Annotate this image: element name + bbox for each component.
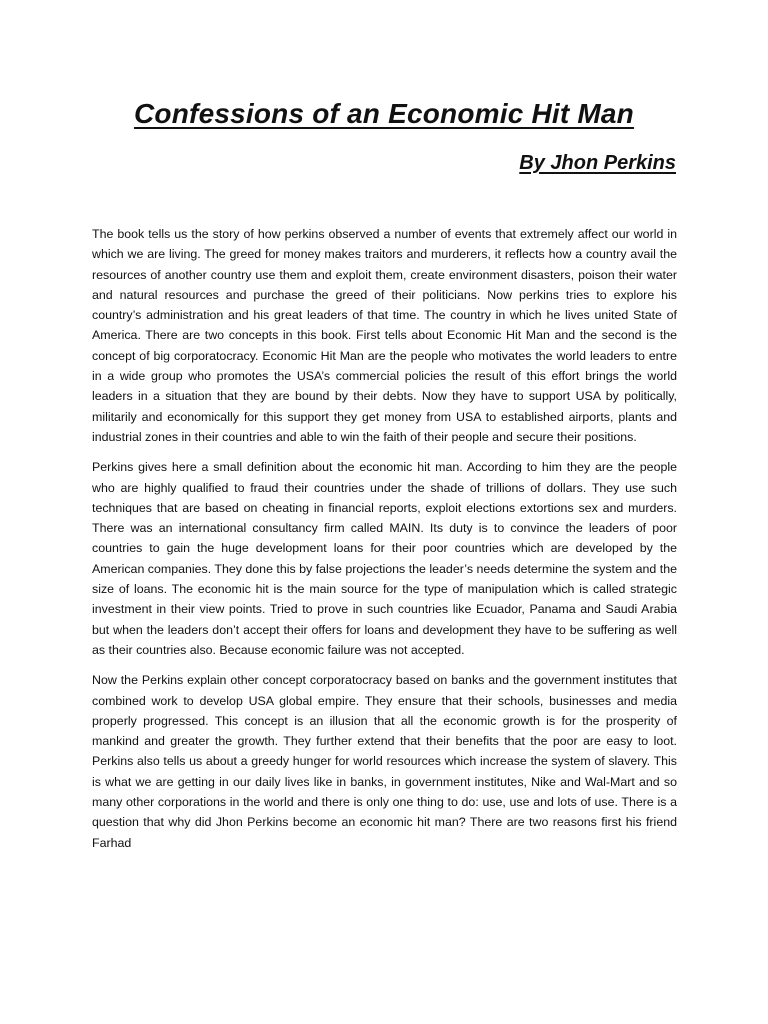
paragraph-3: Now the Perkins explain other concept corporatocracy based on banks and the government institutes that combined work to develop USA global empire. They ensure that their schools, businesses and media properly progressed. This concept is an illusion that all the economic growth is for the prosperity of mankind and greater the growth. They further extend that their benefits that the poor are easy to loot. Perkins also tells us about a greedy hunger for world resources which increase the system of slavery. This is what we are getting in our daily lives like in banks, in government institutes, Nike and Wal-Mart and so many other corporations in the world and there is only one thing to do: use, use and lots of use. There is a question that why did Jhon Perkins become an economic hit man? There are two reasons first his friend Farhad xyxy=(92,673,677,850)
paragraph-1: The book tells us the story of how perkins observed a number of events that extremely affect our world in which we are living. The greed for money makes traitors and murderers, it reflects how a country avail the resources of another country use them and exploit them, create environment disasters, poison their water and natural resources and purchase the greed of their politicians. Now perkins tries to explore his country’s administration and his great leaders of that time. The country in which he lives united State of America. There are two concepts in this book. First tells about Economic Hit Man and the second is the concept of big corporatocracy. Economic Hit Man are the people who motivates the world leaders to entre in a wide group who promotes the USA’s commercial policies the result of this effort brings the world leaders in a situation that they are bound by their debts. Now they have to support USA by politically, militarily and economically for this support they get money from USA to established airports, plants and industrial zones in their countries and able to win the faith of their people and secure their positions. xyxy=(92,227,677,444)
paragraph-2: Perkins gives here a small definition about the economic hit man. According to him they are the people who are highly qualified to fraud their countries under the shade of trillions of dollars. They use such techniques that are based on cheating in financial reports, exploit elections extortions sex and murders. There was an international consultancy firm called MAIN. Its duty is to convince the leaders of poor countries to gain the huge development loans for their poor countries which are developed by the American companies. They done this by false projections the leader’s needs determine the system and the size of loans. The economic hit is the main source for the type of manipulation which is called strategic investment in their view points. Tried to prove in such countries like Ecuador, Panama and Saudi Arabia but when the leaders don’t accept their offers for loans and development they have to be suffering as well as their countries also. Because economic failure was not accepted. xyxy=(92,460,677,657)
document-body xyxy=(92,224,677,863)
document-title: Confessions of an Economic Hit Man xyxy=(134,98,634,129)
document-author: By Jhon Perkins xyxy=(519,152,676,174)
